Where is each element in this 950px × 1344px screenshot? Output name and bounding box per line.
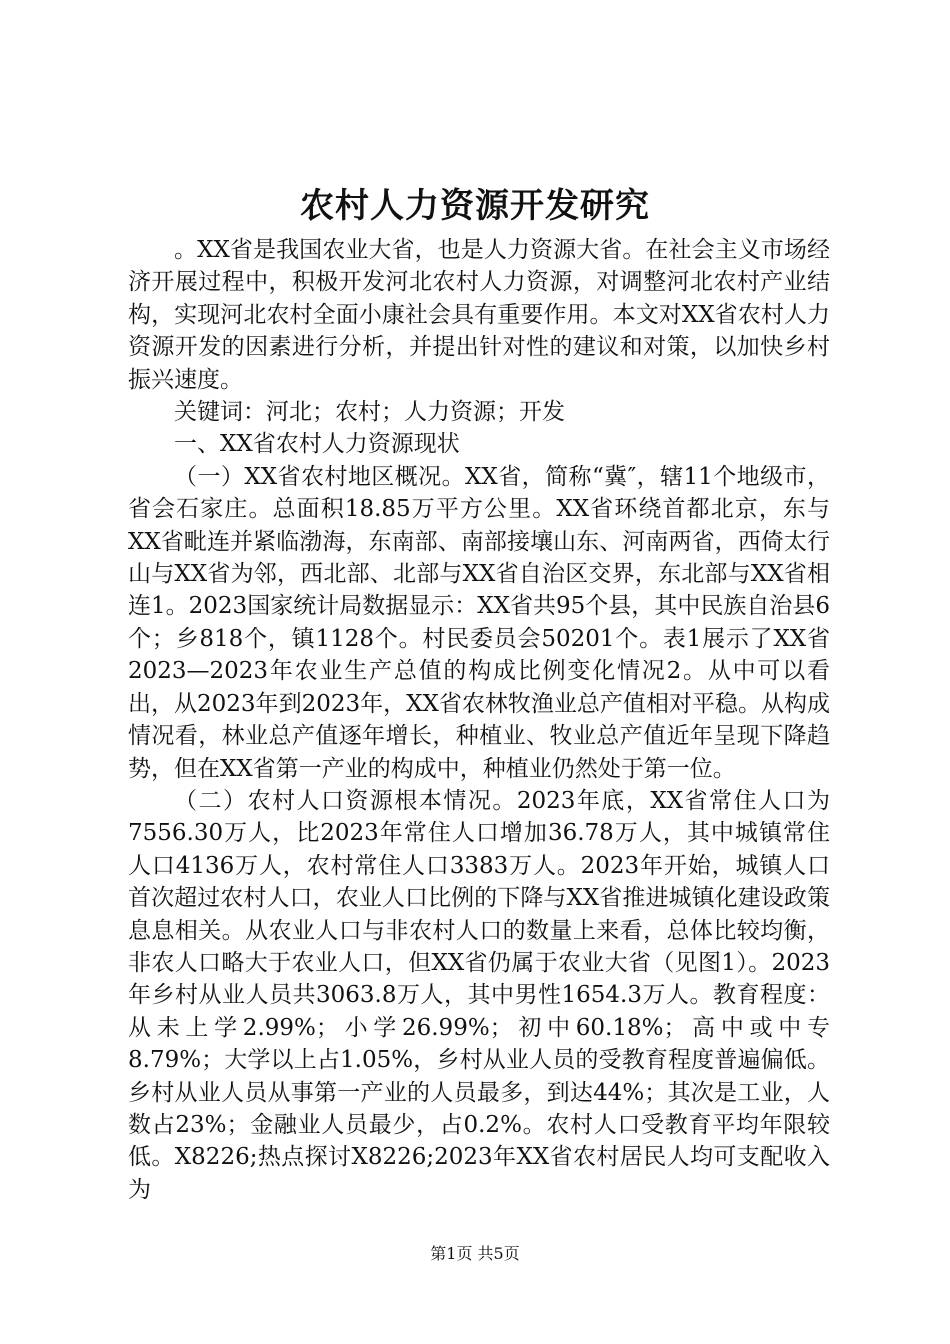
page-footer: 第1页 共5页: [430, 1244, 520, 1263]
document-body: [128, 234, 830, 1206]
paragraph-overview: （一）XX省农村地区概况。XX省，简称“冀″，辖11个地级市，省会石家庄。总面积18.85万平方公里。XX省环绕首都北京，东与XX省毗连并紧临渤海，东南部、南部接壤山东、河南两省，西倚太行山与XX省为邻，西北部、北部与XX省自治区交界，东北部与XX省相连1。2023国家统计局数据显示：XX省共95个县，其中民族自治县6个；乡818个，镇1128个。村民委员会50201个。表1展示了XX省2023—2023年农业生产总值的构成比例变化情况2。从中可以看出，从2023年到2023年，XX省农林牧渔业总产值相对平稳。从构成情况看，林业总产值逐年增长，种植业、牧业总产值近年呈现下降趋势，但在XX省第一产业的构成中，种植业仍然处于第一位。: [128, 463, 830, 782]
document-title: 农村人力资源开发研究: [300, 186, 650, 226]
section-heading: 一、XX省农村人力资源现状: [174, 431, 460, 458]
keywords-line: 关键词：河北；农村；人力资源；开发: [174, 399, 565, 426]
abstract-paragraph: 。XX省是我国农业大省，也是人力资源大省。在社会主义市场经济开展过程中，积极开发河北农村人力资源，对调整河北农村产业结构，实现河北农村全面小康社会具有重要作用。本文对XX省农村人力资源开发的因素进行分析，并提出针对性的建议和对策，以加快乡村振兴速度。: [128, 237, 830, 393]
paragraph-population: （二）农村人口资源根本情况。2023年底，XX省常住人口为7556.30万人，比2023年常住人口增加36.78万人，其中城镇常住人口4136万人，农村常住人口3383万人。2023年开始，城镇人口首次超过农村人口，农业人口比例的下降与XX省推进城镇化建设政策息息相关。从农业人口与非农村人口的数量上来看，总体比较均衡，非农人口略大于农业人口，但XX省仍属于农业大省（见图1）。2023年乡村从业人员共3063.8万人，其中男性1654.3万人。教育程度：从未上学2.99%；小学26.99%；初中60.18%；高中或中专8.79%；大学以上占1.05%，乡村从业人员的受教育程度普遍偏低。乡村从业人员从事第一产业的人员最多，到达44%；其次是工业，人数占23%；金融业人员最少，占0.2%。农村人口受教育平均年限较低。X8226;热点探讨X8226;2023年XX省农村居民人均可支配收入为: [128, 787, 830, 1203]
